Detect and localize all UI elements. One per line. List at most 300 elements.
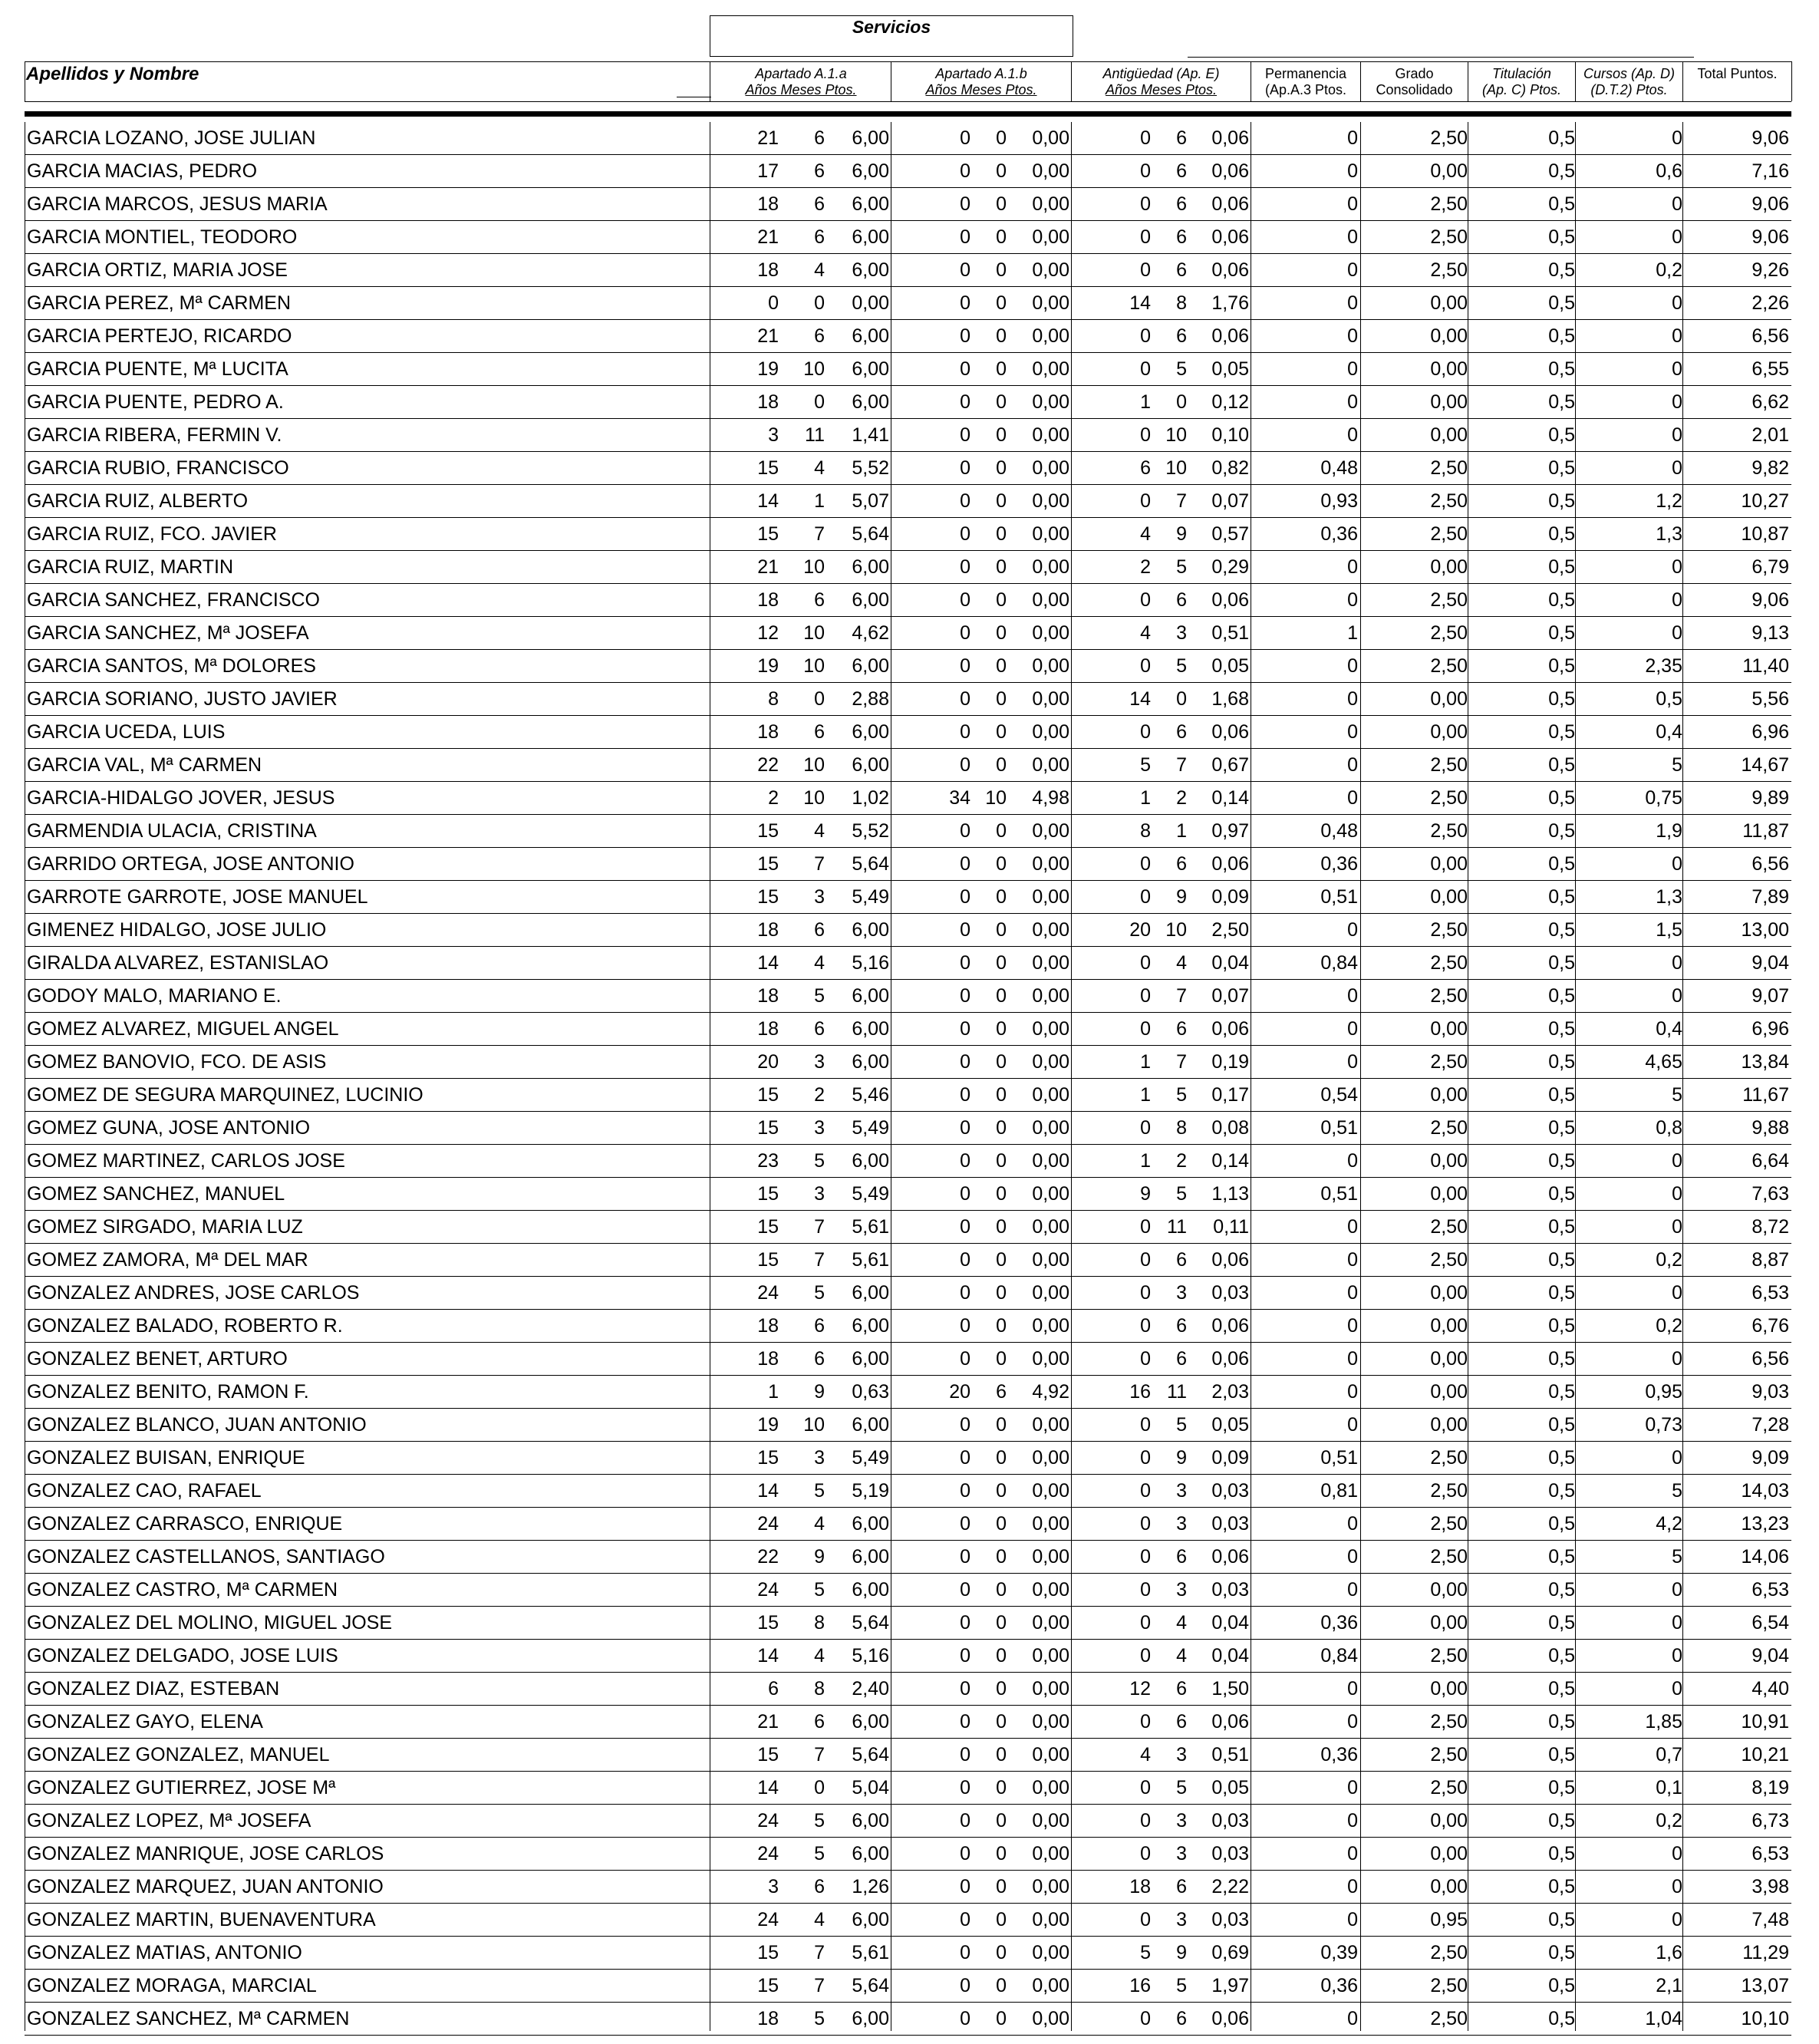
titulacion-cell: 0,5 (1548, 820, 1575, 842)
table-row (25, 320, 1791, 353)
a1a-years-cell: 14 (757, 490, 779, 512)
antig-years-cell: 0 (1140, 853, 1151, 875)
table-row (25, 1541, 1791, 1574)
antig-months-cell: 6 (1176, 1678, 1187, 1699)
a1b-points-cell: 0,00 (1032, 1777, 1069, 1798)
total-cell: 10,21 (1741, 1744, 1789, 1765)
a1a-months-cell: 9 (814, 1546, 825, 1568)
antig-points-cell: 0,17 (1211, 1084, 1249, 1106)
antig-years-cell: 16 (1129, 1975, 1151, 1996)
total-cell: 11,87 (1742, 820, 1789, 842)
a1a-months-cell: 10 (803, 622, 825, 644)
a1a-points-cell: 0,63 (852, 1381, 889, 1403)
cursos-cell: 0,5 (1656, 688, 1682, 710)
total-cell: 10,27 (1741, 490, 1789, 512)
a1a-years-cell: 24 (757, 1282, 779, 1304)
a1a-years-cell: 24 (757, 1513, 779, 1535)
grado-cell: 2,50 (1430, 754, 1468, 776)
total-cell: 9,06 (1751, 193, 1789, 215)
a1b-years-cell: 0 (960, 1843, 970, 1864)
permanencia-cell: 0 (1347, 754, 1358, 776)
name-cell: GARCIA PEREZ, Mª CARMEN (27, 292, 292, 314)
antig-years-cell: 1 (1140, 1084, 1151, 1106)
grado-cell: 0,00 (1430, 160, 1468, 182)
titulacion-cell: 0,5 (1548, 1612, 1575, 1634)
total-cell: 13,07 (1741, 1975, 1789, 1996)
a1b-years-cell: 0 (960, 424, 970, 446)
a1b-points-cell: 0,00 (1032, 127, 1069, 149)
a1a-months-cell: 6 (814, 127, 825, 149)
table-row (25, 617, 1791, 650)
cursos-cell: 0 (1672, 424, 1682, 446)
a1b-months-cell: 0 (996, 688, 1007, 710)
permanencia-cell: 0,36 (1320, 1744, 1358, 1765)
a1a-points-cell: 6,00 (852, 1579, 889, 1601)
name-cell: GARMENDIA ULACIA, CRISTINA (27, 820, 317, 842)
titulacion-cell: 0,5 (1548, 1150, 1575, 1172)
titulacion-cell: 0,5 (1548, 1084, 1575, 1106)
apartado-a1b-header: Apartado A.1.b Años Meses Ptos. (925, 66, 1037, 97)
a1a-years-cell: 24 (757, 1579, 779, 1601)
titulacion-cell: 0,5 (1548, 1513, 1575, 1535)
name-cell: GONZALEZ CARRASCO, ENRIQUE (27, 1513, 343, 1535)
antig-years-cell: 1 (1140, 787, 1151, 809)
titulacion-cell: 0,5 (1548, 2008, 1575, 2029)
permanencia-cell: 0 (1347, 424, 1358, 446)
grado-cell: 2,50 (1430, 655, 1468, 677)
name-cell: GARCIA SORIANO, JUSTO JAVIER (27, 688, 338, 710)
a1b-months-cell: 0 (996, 622, 1007, 644)
table-row (25, 386, 1791, 419)
table-row (25, 1079, 1791, 1112)
name-cell: GONZALEZ CASTELLANOS, SANTIAGO (27, 1546, 385, 1568)
a1b-months-cell: 0 (996, 1051, 1007, 1073)
table-row (25, 1508, 1791, 1541)
a1a-points-cell: 6,00 (852, 1843, 889, 1864)
cursos-cell: 0 (1672, 1876, 1682, 1897)
titulacion-cell: 0,5 (1548, 1381, 1575, 1403)
a1a-months-cell: 6 (814, 193, 825, 215)
cursos-cell: 0 (1672, 1843, 1682, 1864)
a1b-points-cell: 0,00 (1032, 1480, 1069, 1502)
a1a-points-cell: 4,62 (852, 622, 889, 644)
a1a-months-cell: 11 (805, 424, 825, 446)
a1b-months-cell: 0 (996, 1414, 1007, 1436)
table-row (25, 485, 1791, 518)
cursos-cell: 5 (1672, 1084, 1682, 1106)
a1a-months-cell: 5 (814, 1480, 825, 1502)
a1b-points-cell: 0,00 (1032, 1909, 1069, 1930)
a1b-years-cell: 0 (960, 1183, 970, 1205)
a1a-points-cell: 6,00 (852, 655, 889, 677)
grado-cell: 0,00 (1430, 1843, 1468, 1864)
a1b-points-cell: 0,00 (1032, 1612, 1069, 1634)
a1a-points-cell: 2,88 (852, 688, 889, 710)
total-header: Total Puntos. (1697, 66, 1778, 81)
a1b-points-cell: 0,00 (1032, 820, 1069, 842)
name-cell: GONZALEZ GAYO, ELENA (27, 1711, 263, 1732)
cursos-cell: 1,85 (1645, 1711, 1682, 1732)
a1b-years-cell: 0 (960, 622, 970, 644)
table-row (25, 1607, 1791, 1640)
antig-points-cell: 0,12 (1211, 391, 1249, 413)
a1a-years-cell: 15 (757, 853, 779, 875)
titulacion-cell: 0,5 (1548, 853, 1575, 875)
antig-years-cell: 12 (1129, 1678, 1151, 1699)
titulacion-cell: 0,5 (1548, 1216, 1575, 1238)
name-cell: GARCIA SANCHEZ, FRANCISCO (27, 589, 320, 611)
a1b-years-cell: 0 (960, 589, 970, 611)
grado-cell: 0,00 (1430, 391, 1468, 413)
total-cell: 6,64 (1751, 1150, 1789, 1172)
a1b-points-cell: 0,00 (1032, 688, 1069, 710)
cursos-cell: 0,8 (1656, 1117, 1682, 1139)
cursos-cell: 1,5 (1656, 919, 1682, 941)
a1a-years-cell: 14 (757, 1645, 779, 1667)
name-cell: GONZALEZ DIAZ, ESTEBAN (27, 1678, 280, 1699)
antig-points-cell: 0,11 (1213, 1216, 1249, 1238)
antig-points-cell: 0,05 (1211, 1777, 1249, 1798)
total-cell: 6,76 (1751, 1315, 1789, 1337)
name-cell: GARCIA SANTOS, Mª DOLORES (27, 655, 316, 677)
a1b-years-cell: 0 (960, 985, 970, 1007)
a1a-months-cell: 6 (814, 1876, 825, 1897)
antig-points-cell: 0,06 (1211, 2008, 1249, 2029)
table-row (25, 1904, 1791, 1937)
total-cell: 9,06 (1751, 589, 1789, 611)
permanencia-cell: 0,36 (1320, 1612, 1358, 1634)
antig-points-cell: 0,10 (1211, 424, 1249, 446)
antig-months-cell: 11 (1167, 1381, 1187, 1403)
titulacion-cell: 0,5 (1548, 193, 1575, 215)
permanencia-cell: 0 (1347, 1381, 1358, 1403)
table-row (25, 947, 1791, 980)
a1a-months-cell: 8 (814, 1612, 825, 1634)
a1b-years-cell: 0 (960, 127, 970, 149)
a1a-months-cell: 6 (814, 589, 825, 611)
total-cell: 9,09 (1751, 1447, 1789, 1469)
total-cell: 11,29 (1742, 1942, 1789, 1963)
a1b-points-cell: 0,00 (1032, 160, 1069, 182)
antig-years-cell: 0 (1140, 1711, 1151, 1732)
a1a-months-cell: 0 (814, 391, 825, 413)
header-rule-bottom (25, 101, 1791, 102)
a1a-months-cell: 10 (803, 358, 825, 380)
a1b-years-cell: 0 (960, 325, 970, 347)
a1b-points-cell: 0,00 (1032, 259, 1069, 281)
antig-points-cell: 0,14 (1211, 1150, 1249, 1172)
total-cell: 9,26 (1751, 259, 1789, 281)
permanencia-cell: 0 (1347, 292, 1358, 314)
total-cell: 5,56 (1751, 688, 1789, 710)
a1a-years-cell: 21 (757, 127, 779, 149)
cursos-cell: 0 (1672, 1183, 1682, 1205)
a1a-years-cell: 15 (757, 1612, 779, 1634)
total-cell: 4,40 (1751, 1678, 1789, 1699)
a1b-years-cell: 0 (960, 1546, 970, 1568)
a1a-years-cell: 15 (757, 1975, 779, 1996)
a1a-points-cell: 6,00 (852, 2008, 889, 2029)
a1b-months-cell: 0 (996, 1546, 1007, 1568)
table-row (25, 1442, 1791, 1475)
table-row (25, 1145, 1791, 1178)
total-cell: 6,62 (1751, 391, 1789, 413)
a1b-months-cell: 6 (996, 1381, 1007, 1403)
grado-cell: 2,50 (1430, 1216, 1468, 1238)
table-row (25, 1046, 1791, 1079)
name-cell: GARCIA RUBIO, FRANCISCO (27, 457, 289, 479)
table-row (25, 419, 1791, 452)
a1b-points-cell: 0,00 (1032, 1117, 1069, 1139)
a1a-points-cell: 6,00 (852, 556, 889, 578)
titulacion-cell: 0,5 (1548, 952, 1575, 974)
a1b-points-cell: 0,00 (1032, 1084, 1069, 1106)
grado-cell: 2,50 (1430, 1051, 1468, 1073)
name-cell: GONZALEZ MORAGA, MARCIAL (27, 1975, 317, 1996)
a1a-years-cell: 14 (757, 1777, 779, 1798)
antig-months-cell: 6 (1176, 226, 1187, 248)
titulacion-cell: 0,5 (1548, 292, 1575, 314)
a1b-points-cell: 0,00 (1032, 655, 1069, 677)
a1b-months-cell: 0 (996, 1909, 1007, 1930)
antig-months-cell: 11 (1167, 1216, 1187, 1238)
a1b-years-cell: 0 (960, 1744, 970, 1765)
name-cell: GONZALEZ BLANCO, JUAN ANTONIO (27, 1414, 367, 1436)
a1a-points-cell: 5,64 (852, 853, 889, 875)
grado-cell: 2,50 (1430, 193, 1468, 215)
a1a-points-cell: 5,52 (852, 820, 889, 842)
total-cell: 6,79 (1751, 556, 1789, 578)
a1b-years-cell: 0 (960, 853, 970, 875)
a1b-points-cell: 0,00 (1032, 1876, 1069, 1897)
permanencia-cell: 1 (1347, 622, 1358, 644)
a1a-years-cell: 15 (757, 523, 779, 545)
a1a-months-cell: 6 (814, 1018, 825, 1040)
cursos-cell: 0,2 (1656, 1810, 1682, 1831)
a1a-years-cell: 18 (757, 1315, 779, 1337)
cursos-cell: 2,35 (1645, 655, 1682, 677)
grado-cell: 2,50 (1430, 127, 1468, 149)
grado-cell: 0,00 (1430, 1084, 1468, 1106)
titulacion-cell: 0,5 (1548, 457, 1575, 479)
antig-months-cell: 7 (1176, 754, 1187, 776)
titulacion-cell: 0,5 (1548, 1645, 1575, 1667)
a1b-years-cell: 0 (960, 391, 970, 413)
grado-cell: 0,00 (1430, 853, 1468, 875)
titulacion-cell: 0,5 (1548, 1744, 1575, 1765)
titulacion-cell: 0,5 (1548, 919, 1575, 941)
name-cell: GARCIA MACIAS, PEDRO (27, 160, 258, 182)
titulacion-cell: 0,5 (1548, 226, 1575, 248)
a1b-points-cell: 0,00 (1032, 952, 1069, 974)
total-cell: 10,87 (1741, 523, 1789, 545)
titulacion-cell: 0,5 (1548, 655, 1575, 677)
a1a-points-cell: 6,00 (852, 919, 889, 941)
antig-points-cell: 0,05 (1211, 655, 1249, 677)
a1b-years-cell: 0 (960, 1645, 970, 1667)
cursos-cell: 0 (1672, 589, 1682, 611)
a1b-months-cell: 0 (996, 1645, 1007, 1667)
a1a-years-cell: 15 (757, 1183, 779, 1205)
a1a-points-cell: 6,00 (852, 1018, 889, 1040)
a1b-points-cell: 0,00 (1032, 1711, 1069, 1732)
cursos-cell: 0 (1672, 127, 1682, 149)
a1a-years-cell: 21 (757, 226, 779, 248)
a1a-years-cell: 15 (757, 1249, 779, 1271)
grado-cell: 2,50 (1430, 1249, 1468, 1271)
cursos-cell: 5 (1672, 1480, 1682, 1502)
cursos-cell: 0 (1672, 1909, 1682, 1930)
name-cell: GARCIA ORTIZ, MARIA JOSE (27, 259, 288, 281)
a1b-months-cell: 0 (996, 490, 1007, 512)
a1b-years-cell: 0 (960, 1942, 970, 1963)
a1a-months-cell: 6 (814, 1348, 825, 1370)
grado-cell: 2,50 (1430, 1942, 1468, 1963)
permanencia-cell: 0,36 (1320, 523, 1358, 545)
a1b-points-cell: 0,00 (1032, 1843, 1069, 1864)
grado-cell: 0,00 (1430, 424, 1468, 446)
titulacion-cell: 0,5 (1548, 1480, 1575, 1502)
cursos-cell: 4,2 (1656, 1513, 1682, 1535)
antig-months-cell: 9 (1176, 1447, 1187, 1469)
a1b-years-cell: 0 (960, 1216, 970, 1238)
table-row (25, 1178, 1791, 1211)
antig-months-cell: 3 (1176, 1810, 1187, 1831)
a1b-points-cell: 4,98 (1032, 787, 1069, 809)
a1b-months-cell: 0 (996, 127, 1007, 149)
total-cell: 8,19 (1751, 1777, 1789, 1798)
cursos-cell: 5 (1672, 754, 1682, 776)
antig-years-cell: 0 (1140, 721, 1151, 743)
permanencia-cell: 0 (1347, 226, 1358, 248)
a1a-points-cell: 5,04 (852, 1777, 889, 1798)
a1b-years-cell: 0 (960, 1876, 970, 1897)
a1b-points-cell: 0,00 (1032, 358, 1069, 380)
antig-years-cell: 0 (1140, 1843, 1151, 1864)
titulacion-cell: 0,5 (1548, 787, 1575, 809)
a1b-months-cell: 0 (996, 589, 1007, 611)
a1a-years-cell: 19 (757, 655, 779, 677)
a1a-years-cell: 15 (757, 457, 779, 479)
a1b-years-cell: 0 (960, 1348, 970, 1370)
total-cell: 6,53 (1751, 1579, 1789, 1601)
antig-years-cell: 0 (1140, 1546, 1151, 1568)
a1a-years-cell: 19 (757, 1414, 779, 1436)
total-cell: 2,01 (1751, 424, 1789, 446)
a1a-points-cell: 5,46 (852, 1084, 889, 1106)
grado-cell: 0,00 (1430, 1876, 1468, 1897)
total-cell: 6,55 (1751, 358, 1789, 380)
a1b-months-cell: 0 (996, 2008, 1007, 2029)
table-row (25, 1640, 1791, 1673)
a1b-points-cell: 0,00 (1032, 1645, 1069, 1667)
table-row (25, 749, 1791, 782)
antig-points-cell: 0,06 (1211, 193, 1249, 215)
table-row (25, 1112, 1791, 1145)
name-cell: GOMEZ BANOVIO, FCO. DE ASIS (27, 1051, 327, 1073)
name-cell: GOMEZ MARTINEZ, CARLOS JOSE (27, 1150, 345, 1172)
a1a-years-cell: 8 (768, 688, 779, 710)
permanencia-cell: 0 (1347, 655, 1358, 677)
a1b-years-cell: 0 (960, 1051, 970, 1073)
cursos-cell: 0 (1672, 952, 1682, 974)
antig-months-cell: 6 (1176, 1348, 1187, 1370)
total-cell: 6,96 (1751, 721, 1789, 743)
permanencia-cell: 0,51 (1320, 886, 1358, 908)
grado-cell: 0,00 (1430, 688, 1468, 710)
table-row (25, 782, 1791, 815)
a1a-years-cell: 23 (757, 1150, 779, 1172)
antig-years-cell: 0 (1140, 358, 1151, 380)
a1b-points-cell: 0,00 (1032, 754, 1069, 776)
table-row (25, 650, 1791, 683)
a1b-points-cell: 0,00 (1032, 1150, 1069, 1172)
total-cell: 9,88 (1751, 1117, 1789, 1139)
a1a-months-cell: 5 (814, 1282, 825, 1304)
a1b-months-cell: 0 (996, 1348, 1007, 1370)
a1b-points-cell: 0,00 (1032, 1447, 1069, 1469)
a1b-months-cell: 0 (996, 1579, 1007, 1601)
a1a-points-cell: 6,00 (852, 226, 889, 248)
titulacion-cell: 0,5 (1548, 1843, 1575, 1864)
cursos-cell: 0 (1672, 292, 1682, 314)
a1b-months-cell: 0 (996, 1843, 1007, 1864)
a1a-months-cell: 10 (803, 1414, 825, 1436)
table-row (25, 1013, 1791, 1046)
a1a-years-cell: 18 (757, 1018, 779, 1040)
antig-years-cell: 0 (1140, 985, 1151, 1007)
name-cell: GARCIA MONTIEL, TEODORO (27, 226, 298, 248)
a1a-years-cell: 15 (757, 820, 779, 842)
antig-months-cell: 6 (1176, 1546, 1187, 1568)
name-cell: GARCIA RUIZ, MARTIN (27, 556, 234, 578)
a1a-months-cell: 10 (803, 556, 825, 578)
a1a-years-cell: 18 (757, 193, 779, 215)
antig-points-cell: 0,05 (1211, 358, 1249, 380)
a1a-months-cell: 10 (803, 754, 825, 776)
cursos-cell: 0 (1672, 457, 1682, 479)
a1a-points-cell: 5,64 (852, 1612, 889, 1634)
a1b-months-cell: 0 (996, 226, 1007, 248)
titulacion-cell: 0,5 (1548, 1447, 1575, 1469)
grado-cell: 0,00 (1430, 1381, 1468, 1403)
a1a-months-cell: 5 (814, 1579, 825, 1601)
table-row (25, 1574, 1791, 1607)
a1a-months-cell: 7 (814, 1744, 825, 1765)
antig-years-cell: 0 (1140, 886, 1151, 908)
a1a-points-cell: 5,64 (852, 523, 889, 545)
a1b-months-cell: 0 (996, 325, 1007, 347)
total-cell: 14,03 (1741, 1480, 1789, 1502)
cursos-cell: 0 (1672, 226, 1682, 248)
a1b-years-cell: 0 (960, 226, 970, 248)
a1b-years-cell: 0 (960, 2008, 970, 2029)
total-cell: 9,03 (1751, 1381, 1789, 1403)
grado-cell: 2,50 (1430, 589, 1468, 611)
antig-years-cell: 14 (1129, 292, 1151, 314)
a1b-years-cell: 0 (960, 193, 970, 215)
table-row (25, 254, 1791, 287)
grado-cell: 2,50 (1430, 1447, 1468, 1469)
a1b-months-cell: 0 (996, 886, 1007, 908)
total-cell: 10,91 (1741, 1711, 1789, 1732)
titulacion-cell: 0,5 (1548, 721, 1575, 743)
cursos-header: Cursos (Ap. D) (D.T.2) Ptos. (1583, 66, 1676, 97)
table-row (25, 914, 1791, 947)
grado-cell: 0,00 (1430, 1678, 1468, 1699)
antig-points-cell: 2,03 (1211, 1381, 1249, 1403)
a1b-points-cell: 0,00 (1032, 1975, 1069, 1996)
